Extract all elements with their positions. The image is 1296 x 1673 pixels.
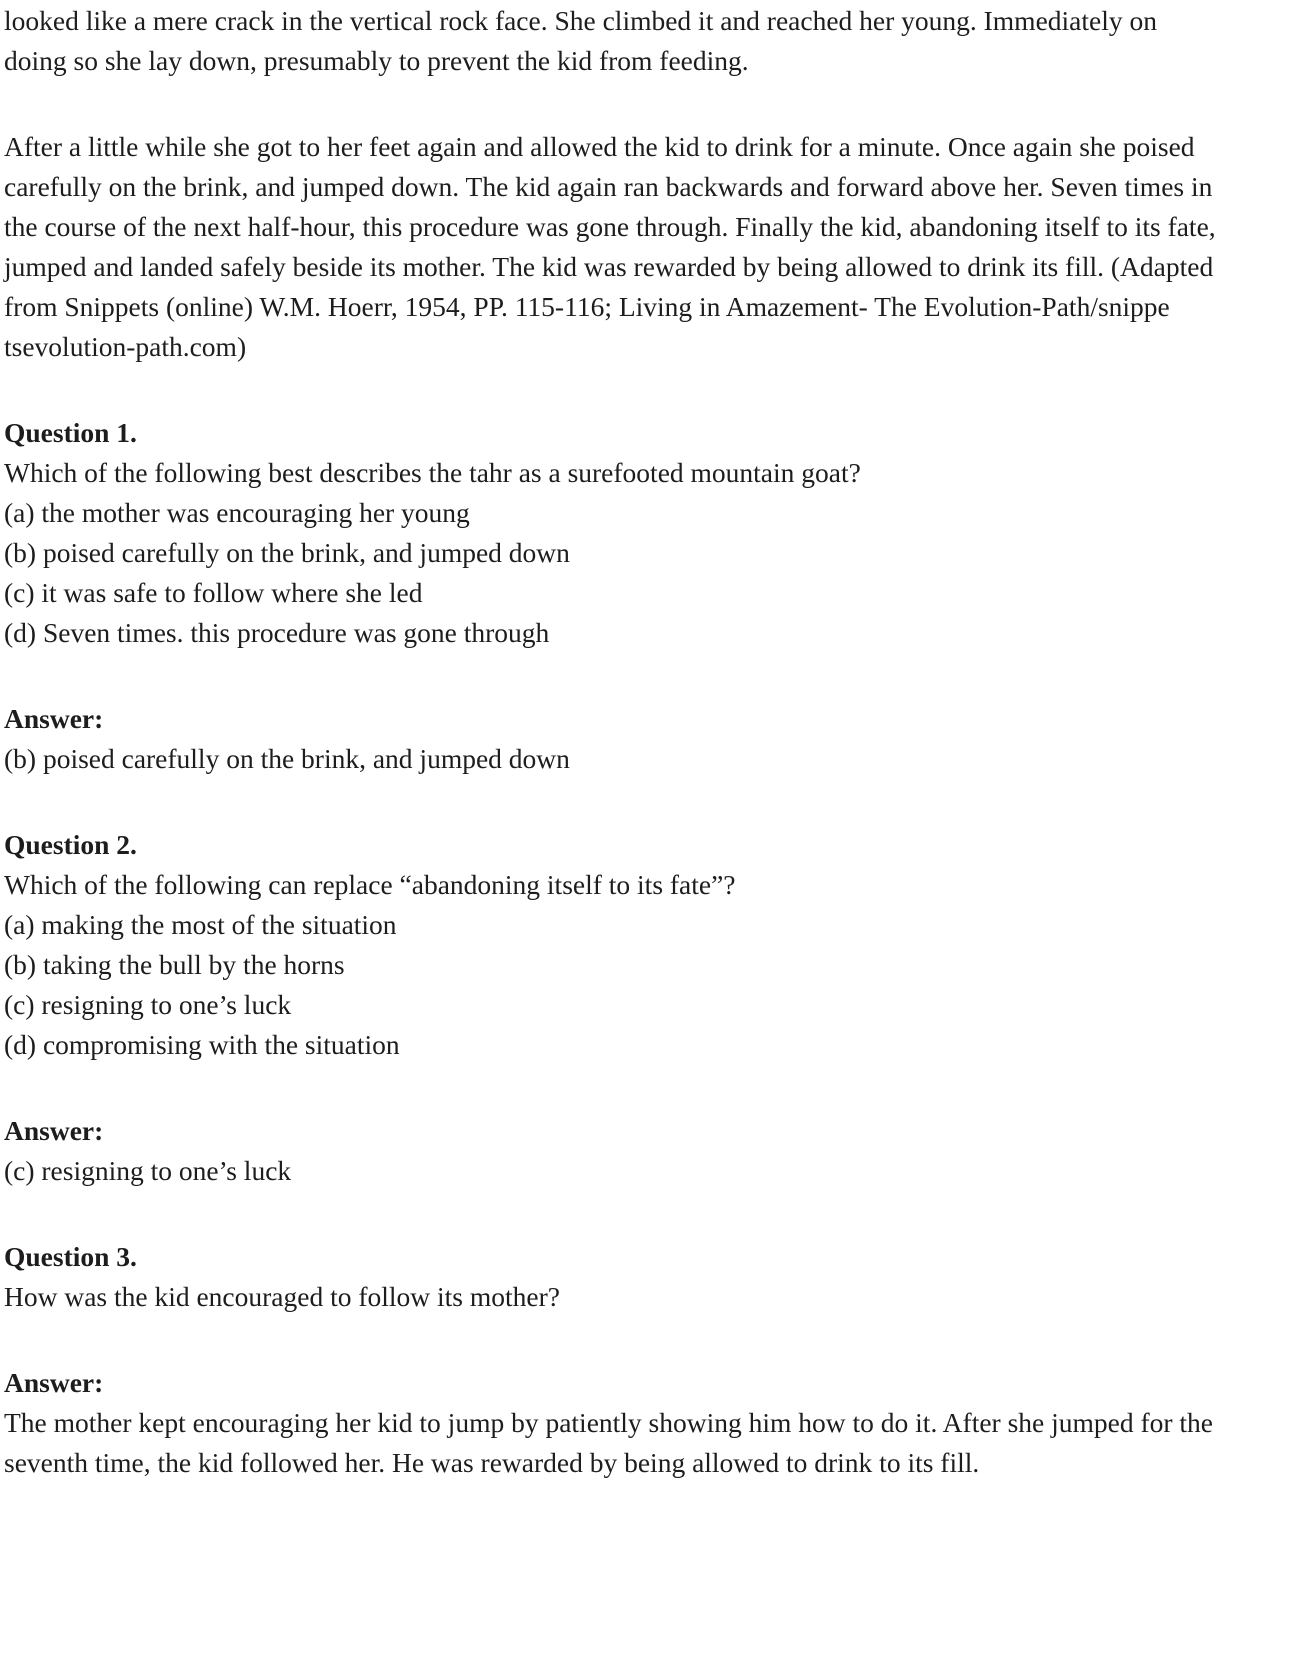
answer-label: Answer: (4, 1367, 104, 1398)
question-prompt: How was the kid encouraged to follow its mother? (4, 1281, 560, 1312)
question-1-block (4, 413, 1216, 653)
passage-block-2 (4, 127, 1216, 367)
option-d: (d) compromising with the situation (4, 1029, 400, 1060)
passage-paragraph: After a little while she got to her feet again and allowed the kid to drink for a minute. Once again she poised carefully on the brink, and jumped down. The kid again ran backwards and forward above her. Seven times in the course of the next half-hour, this procedure was gone through. Finally the kid, abandoning itself to its fate, jumped and landed safely beside its mother. The kid was rewarded by being allowed to drink its fill. (Adapted from Snippets (online) W.M. Hoerr, 1954, PP. 115-116; Living in Amazement- The Evolution-Path/snippe tsevolution-path.com) (4, 131, 1216, 362)
question-title: Question 2. (4, 829, 137, 860)
option-a: (a) making the most of the situation (4, 909, 397, 940)
question-prompt: Which of the following best describes the tahr as a surefooted mountain goat? (4, 457, 861, 488)
option-a: (a) the mother was encouraging her young (4, 497, 470, 528)
option-c: (c) resigning to one’s luck (4, 989, 292, 1020)
answer-label: Answer: (4, 703, 104, 734)
answer-text: (c) resigning to one’s luck (4, 1155, 292, 1186)
option-b: (b) taking the bull by the horns (4, 949, 345, 980)
question-2-block (4, 825, 1216, 1065)
answer-1-block (4, 699, 1216, 779)
passage-block-1 (4, 1, 1216, 81)
option-b: (b) poised carefully on the brink, and jumped down (4, 537, 570, 568)
option-d: (d) Seven times. this procedure was gone through (4, 617, 550, 648)
passage-paragraph: looked like a mere crack in the vertical rock face. She climbed it and reached her young. Immediately on doing so she lay down, presumably to prevent the kid from feeding. (4, 5, 1157, 76)
question-title: Question 3. (4, 1241, 137, 1272)
answer-3-block (4, 1363, 1216, 1483)
answer-text: (b) poised carefully on the brink, and jumped down (4, 743, 570, 774)
answer-2-block (4, 1111, 1216, 1191)
question-3-block (4, 1237, 1216, 1317)
answer-text: The mother kept encouraging her kid to jump by patiently showing him how to do it. After she jumped for the seventh time, the kid followed her. He was rewarded by being allowed to drink to its fill. (4, 1407, 1214, 1478)
option-c: (c) it was safe to follow where she led (4, 577, 423, 608)
answer-label: Answer: (4, 1115, 104, 1146)
question-title: Question 1. (4, 417, 137, 448)
question-prompt: Which of the following can replace “abandoning itself to its fate”? (4, 869, 736, 900)
